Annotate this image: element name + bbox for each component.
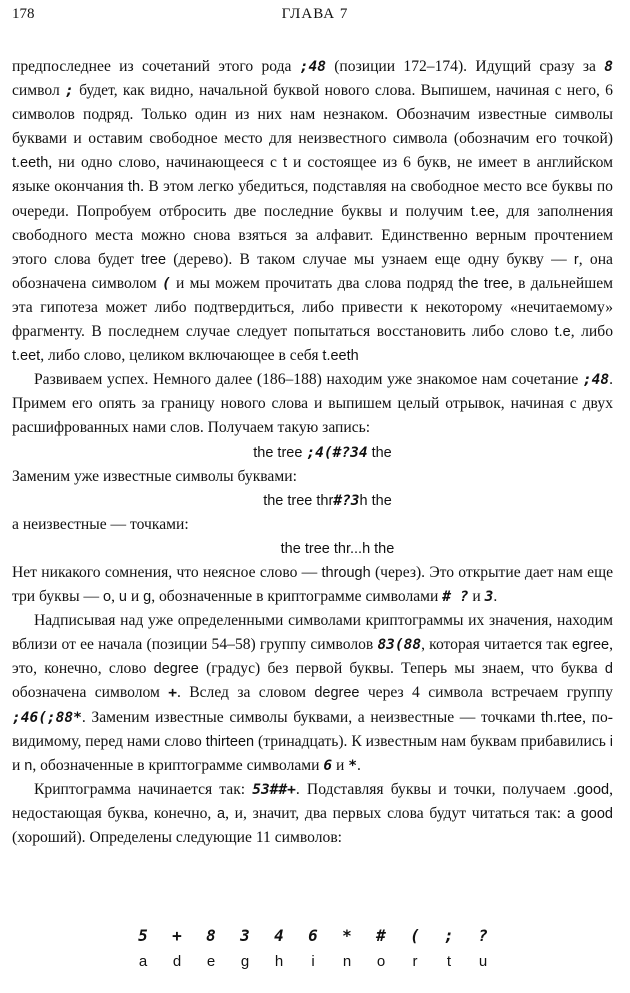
- table-symbol: 8: [206, 926, 216, 945]
- chapter-title: ГЛАВА 7: [281, 6, 349, 22]
- table-symbol: (: [410, 926, 420, 945]
- paragraph-1: предпоследнее из сочетаний этого рода ;48 (позиции 172–174). Идущий сразу за 8 символ ; будет, как видно, начальной буквой нового слова. Выпишем, начиная с него, 6 символов подряд. Только один из них нам незнаком. Обозначим известные символы буквами и оставим свободное место для неизвестного символа (обозначим его точкой) t.eeth, ни одно слово, начинающееся с t и состоящее из 6 букв, не имеет в английском языке окончания th. В этом легко убедиться, подставляя на свободное место все буквы по очереди. Попробуем отбросить две последние буквы и получим t.ee, для заполнения свободного места можно снова взяться за алфавит. Единственно верным прочтением этого слова будет tree (дерево). В таком случае мы узнаем еще одну букву — r, она обозначена символом ( и мы можем прочитать два слова подряд the tree, в дальнейшем эта гипотеза может либо подтвердиться, либо привести к некоторому «нечитаемому» фрагменту. В последнем случае следует попытаться восстановить либо слово t.e, либо t.eet, либо слово, целиком включающее в себя t.eeth: [12, 58, 613, 365]
- table-letter: u: [478, 953, 488, 970]
- table-letter: o: [376, 953, 386, 970]
- table-letter: h: [274, 953, 284, 970]
- table-letter: i: [311, 953, 315, 970]
- cipher-line-1: the tree ;4(#?34 the: [253, 444, 392, 461]
- paragraph-2: Развиваем успех. Немного далее (186–188) находим уже знакомое нам сочетание ;48. Примем его опять за границу нового слова и выпишем целый отрывок, начиная с двух расшифрованных нами слов. Получаем такую запись:: [12, 371, 613, 437]
- paragraph-5: Криптограмма начинается так: 53##+. Подставляя буквы и точки, получаем .good, недостающая буква, конечно, a, и, значит, два первых слова будут читаться так: a good (хороший). Определены следующие 11 символов:: [12, 780, 614, 846]
- paragraph-4: Надписывая над уже определенными символами криптограммы их значения, находим вблизи от ее начала (позиции 54–58) группу символов 83(88, которая читается так egree, это, конечно, слово degree (градус) без первой буквы. Теперь мы знаем, что буква d обозначена символом +. Вслед за словом degree через 4 символа встречаем группу ;46(;88*. Заменим известные символы буквами, а неизвестные — точками th.rtee, по-видимому, перед нами слово thirteen (тринадцать). К известным нам буквам прибавились i и n, обозначенные в криптограмме символами 6 и *.: [12, 612, 613, 774]
- cipher-line-3: the tree thr...h the: [280, 540, 395, 557]
- cipher-line-2: the tree thr#?3h the: [263, 492, 392, 509]
- table-symbol: 3: [240, 926, 250, 945]
- table-symbol: 6: [308, 926, 318, 945]
- page-header: [12, 6, 618, 26]
- table-symbol: ?: [478, 926, 488, 945]
- table-letter: n: [342, 953, 352, 970]
- page-number: 178: [12, 6, 35, 22]
- table-symbol: #: [376, 926, 386, 945]
- line-unknown-dots: а неизвестные — точками:: [12, 515, 189, 533]
- table-letter: t: [446, 953, 452, 970]
- table-symbol: +: [172, 926, 182, 945]
- table-symbol: 4: [274, 926, 284, 945]
- table-symbol: 5: [138, 926, 148, 945]
- page-body: [12, 55, 613, 850]
- table-letter: d: [172, 953, 182, 970]
- table-letter: r: [412, 953, 418, 970]
- table-symbol: ;: [444, 926, 454, 945]
- line-replace-known: Заменим уже известные символы буквами:: [12, 467, 297, 485]
- paragraph-3: Нет никакого сомнения, что неясное слово — through (через). Это открытие дает нам еще три буквы — o, u и g, обозначенные в криптограмме символами # ? и 3.: [12, 563, 613, 606]
- table-letter: a: [138, 953, 148, 970]
- table-letter: e: [206, 953, 216, 970]
- table-letter: g: [240, 953, 250, 970]
- table-symbol: *: [342, 926, 352, 945]
